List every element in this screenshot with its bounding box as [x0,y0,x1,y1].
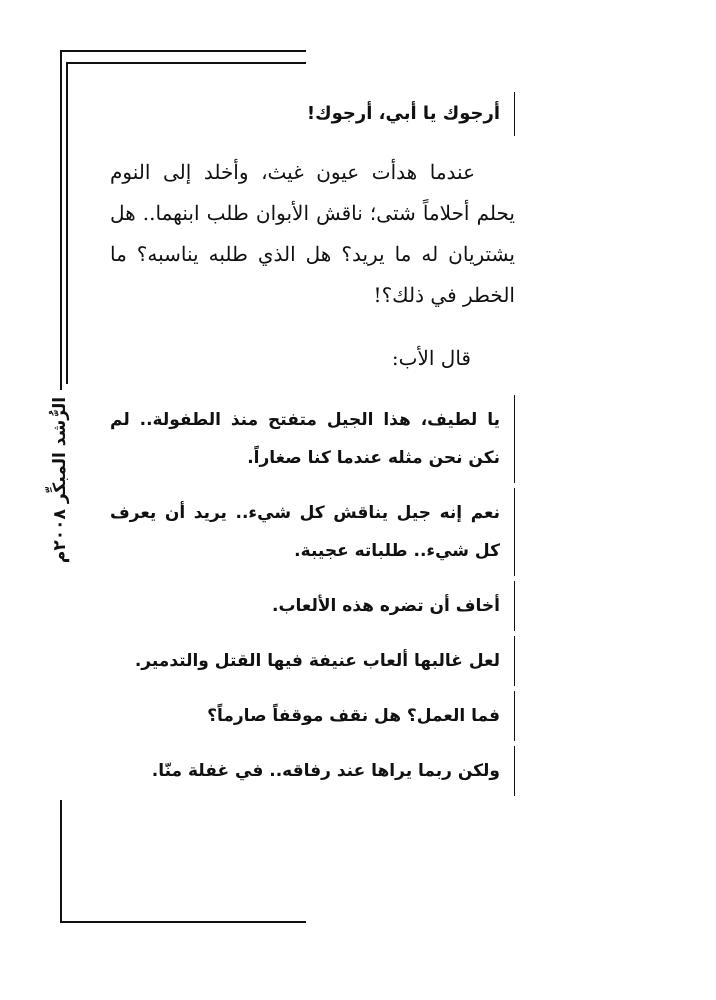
dialogue-line: لعل غالبها ألعاب عنيفة فيها القتل والتدمير. [110,636,515,686]
frame-bottom-line [60,921,306,923]
narration-block [110,152,515,316]
section-heading: أرجوك يا أبي، أرجوك! [110,92,515,136]
narration-paragraph: عندما هدأت عيون غيث، وأخلد إلى النوم يحلم أحلاماً شتى؛ ناقش الأبوان طلب ابنهما.. هل يشتريان له ما يريد؟ هل الذي طلبه يناسبه؟ ما الخطر في ذلك؟! [110,160,515,307]
side-caption: الرُّشد المبكِّر ٢٠٠٨م [50,396,70,564]
frame-top-outer-line [60,50,306,52]
dialogue-line: فما العمل؟ هل نقف موقفاً صارماً؟ [110,691,515,741]
dialogue-line: نعم إنه جيل يناقش كل شيء.. يريد أن يعرف كل شيء.. طلباته عجيبة. [110,488,515,576]
father-said-line: قال الأب: [391,346,471,370]
frame-left-outer-line [60,50,62,390]
frame-left-bottom-line [60,800,62,922]
dialogue-line: يا لطيف، هذا الجيل متفتح منذ الطفولة.. لم نكن نحن مثله عندما كنا صغاراً. [110,395,515,483]
dialogue-block [110,395,515,801]
dialogue-line: أخاف أن تضره هذه الألعاب. [110,581,515,631]
frame-left-inner-line [66,62,68,384]
dialogue-line: ولكن ربما يراها عند رفاقه.. في غفلة منّا. [110,746,515,796]
frame-top-inner-line [66,62,306,64]
